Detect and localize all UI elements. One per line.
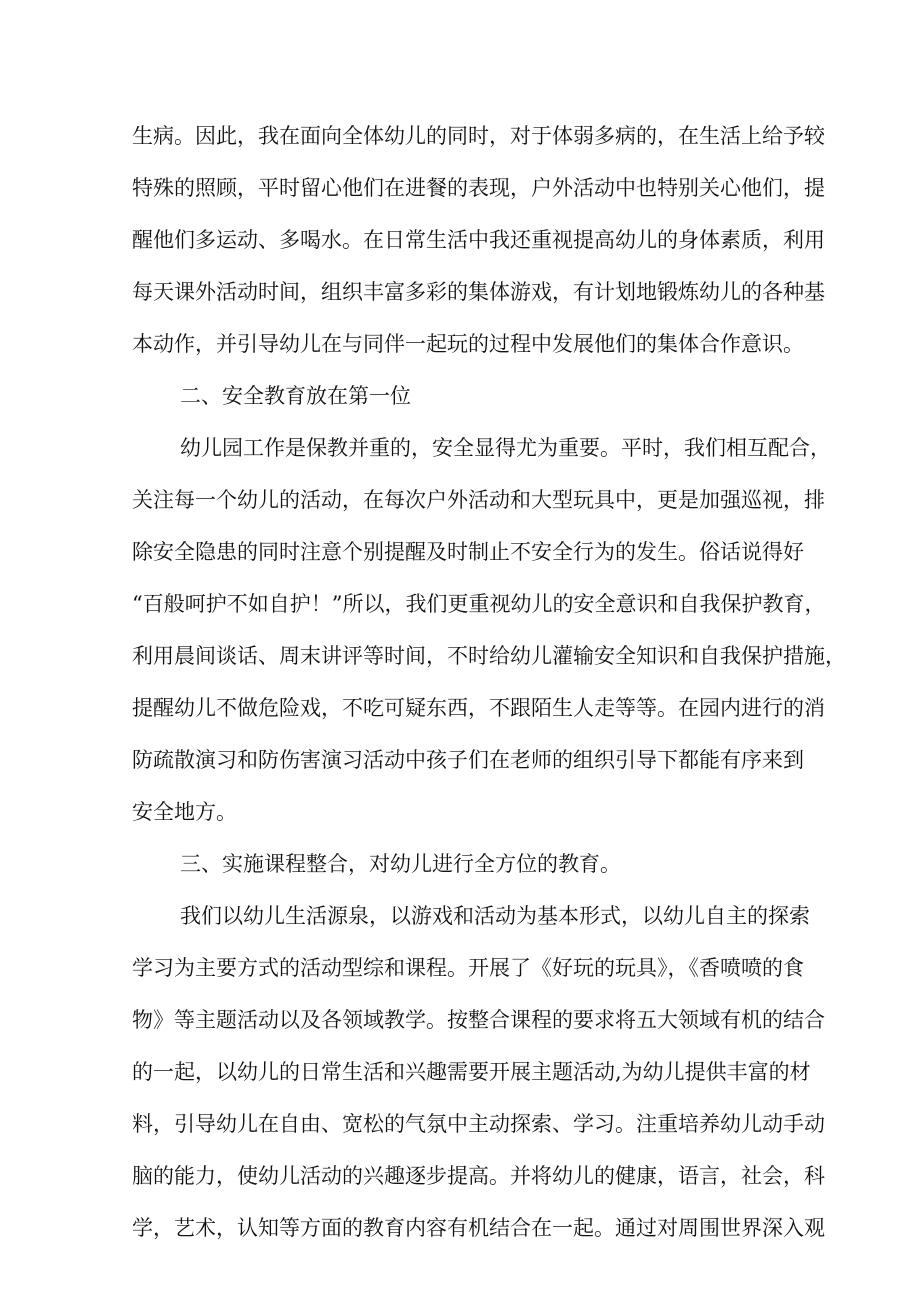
paragraph-3-line-1: 我们以幼儿生活源泉，以游戏和活动为基本形式，以幼儿自主的探索 bbox=[180, 904, 810, 928]
paragraph-2-line-3: 除安全隐患的同时注意个别提醒及时制止不安全行为的发生。俗话说得好 bbox=[132, 540, 804, 564]
paragraph-3-line-6: 脑的能力，使幼儿活动的兴趣逐步提高。并将幼儿的健康，语言，社会，科 bbox=[132, 1164, 825, 1188]
paragraph-1-line-3: 醒他们多运动、多喝水。在日常生活中我还重视提高幼儿的身体素质，利用 bbox=[132, 228, 825, 252]
paragraph-1-line-4: 每天课外活动时间，组织丰富多彩的集体游戏，有计划地锻炼幼儿的各种基 bbox=[132, 280, 825, 304]
paragraph-3-line-5: 料，引导幼儿在自由、宽松的气氛中主动探索、学习。注重培养幼儿动手动 bbox=[132, 1112, 825, 1136]
paragraph-2-line-7: 防疏散演习和防伤害演习活动中孩子们在老师的组织引导下都能有序来到 bbox=[132, 748, 804, 772]
paragraph-3-line-3: 物》等主题活动以及各领域教学。按整合课程的要求将五大领域有机的结合 bbox=[132, 1008, 825, 1032]
section-heading-safety: 二、安全教育放在第一位 bbox=[180, 384, 411, 408]
paragraph-2-line-2: 关注每一个幼儿的活动，在每次户外活动和大型玩具中，更是加强巡视，排 bbox=[132, 488, 825, 512]
paragraph-3-line-7: 学，艺术，认知等方面的教育内容有机结合在一起。通过对周围世界深入观 bbox=[132, 1216, 825, 1240]
paragraph-1-line-1: 生病。因此，我在面向全体幼儿的同时，对于体弱多病的，在生活上给予较 bbox=[132, 124, 825, 148]
paragraph-1-line-5: 本动作，并引导幼儿在与同伴一起玩的过程中发展他们的集体合作意识。 bbox=[132, 332, 804, 356]
paragraph-3-line-4: 的一起，以幼儿的日常生活和兴趣需要开展主题活动,为幼儿提供丰富的材 bbox=[132, 1060, 811, 1084]
paragraph-2-line-8: 安全地方。 bbox=[132, 800, 237, 824]
paragraph-2-line-1: 幼儿园工作是保教并重的，安全显得尤为重要。平时，我们相互配合， bbox=[180, 436, 831, 460]
paragraph-3-line-2: 学习为主要方式的活动型综和课程。开展了《好玩的玩具》，《香喷喷的食 bbox=[132, 956, 804, 980]
paragraph-1-line-2: 特殊的照顾，平时留心他们在进餐的表现，户外活动中也特别关心他们，提 bbox=[132, 176, 825, 200]
paragraph-2-line-4: “百般呵护不如自护！”所以，我们更重视幼儿的安全意识和自我保护教育， bbox=[132, 592, 826, 616]
paragraph-2-line-6: 提醒幼儿不做危险戏，不吃可疑东西，不跟陌生人走等等。在园内进行的消 bbox=[132, 696, 825, 720]
paragraph-2-line-5: 利用晨间谈话、周末讲评等时间，不时给幼儿灌输安全知识和自我保护措施， bbox=[132, 644, 846, 668]
section-heading-curriculum: 三、实施课程整合，对幼儿进行全方位的教育。 bbox=[180, 852, 621, 876]
